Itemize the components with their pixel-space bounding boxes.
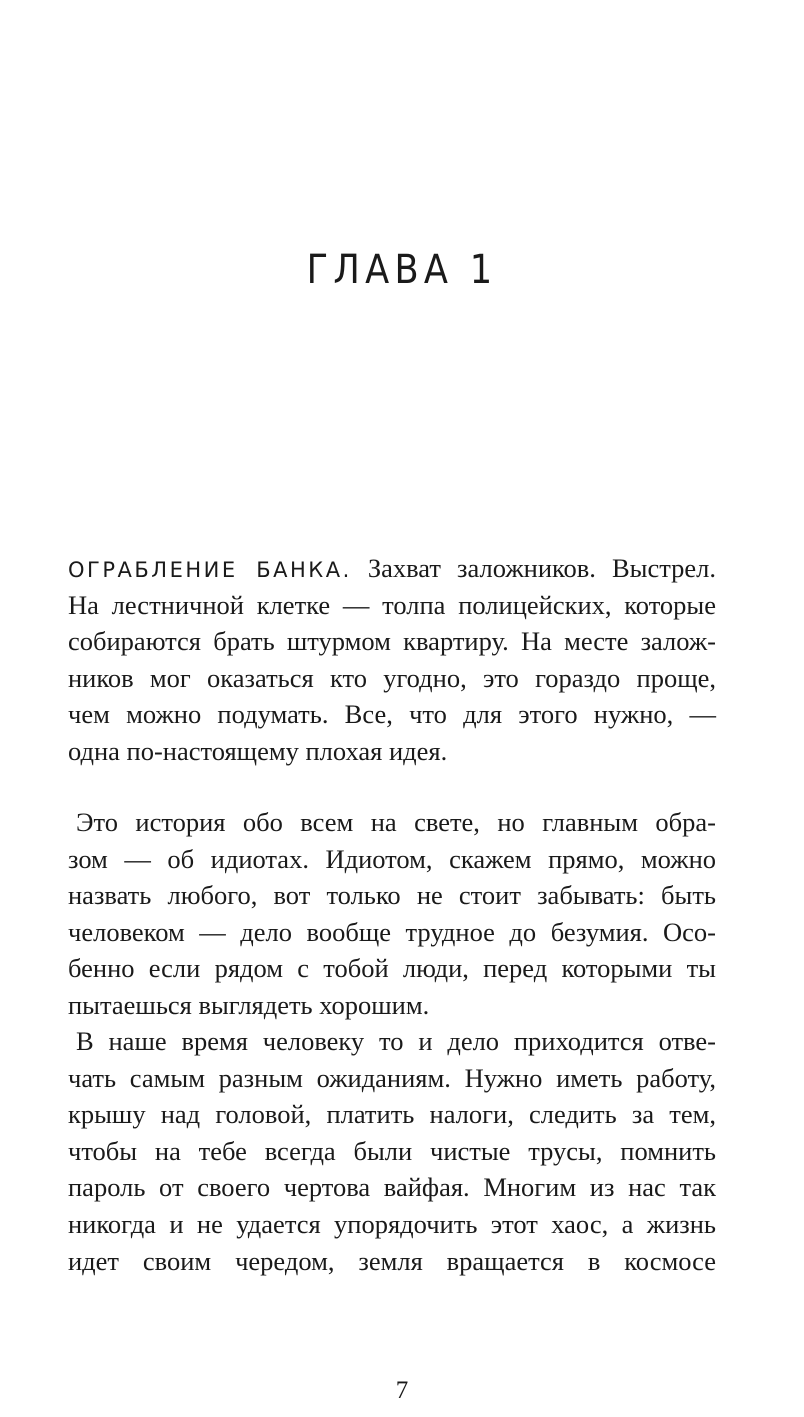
text-line: Это история обо всем на свете, но главным обра- <box>76 807 716 837</box>
text-line-rest: Захват заложников. Выстрел. <box>351 553 717 583</box>
text-line: чать самым разным ожиданиям. Нужно иметь работу, <box>68 1062 716 1093</box>
text-line: чтобы на тебе всегда были чистые трусы, помнить <box>68 1135 716 1166</box>
text-line: крышу над головой, платить налоги, следить за тем, <box>68 1099 716 1130</box>
paragraph-opening <box>68 550 716 770</box>
text-line: пытаешься выглядеть хорошим. <box>68 989 430 1020</box>
text-line: никогда и не удается упорядочить этот хаос, а жизнь <box>68 1208 716 1239</box>
text-line: идет своим чередом, земля вращается в космосе <box>68 1245 716 1276</box>
run-in-heading: ОГРАБЛЕНИЕ БАНКА. <box>68 558 352 582</box>
page-number: 7 <box>395 1377 409 1404</box>
paragraph-second <box>68 804 716 1024</box>
text-line <box>68 550 716 587</box>
chapter-title: ГЛАВА 1 <box>306 247 498 293</box>
text-line: одна по-настоящему плохая идея. <box>68 735 448 766</box>
text-line: зом — об идиотах. Идиотом, скажем прямо, можно <box>68 843 716 874</box>
text-line: пароль от своего чертова вайфая. Многим из нас так <box>68 1172 716 1203</box>
paragraph-third <box>68 1023 716 1279</box>
text-line: назвать любого, вот только не стоит забывать: быть <box>68 880 716 911</box>
text-line: бенно если рядом с тобой люди, перед которыми ты <box>68 953 716 984</box>
text-line: На лестничной клетке — толпа полицейских, которые <box>68 589 716 620</box>
text-line: собираются брать штурмом квартиру. На месте залож- <box>68 626 716 657</box>
text-line: ников мог оказаться кто угодно, это гораздо проще, <box>68 662 716 693</box>
text-line: В наше время человеку то и дело приходится отве- <box>76 1026 716 1056</box>
text-line: человеком — дело вообще трудное до безумия. Осо- <box>68 916 716 947</box>
text-line: чем можно подумать. Все, что для этого нужно, — <box>68 699 716 730</box>
